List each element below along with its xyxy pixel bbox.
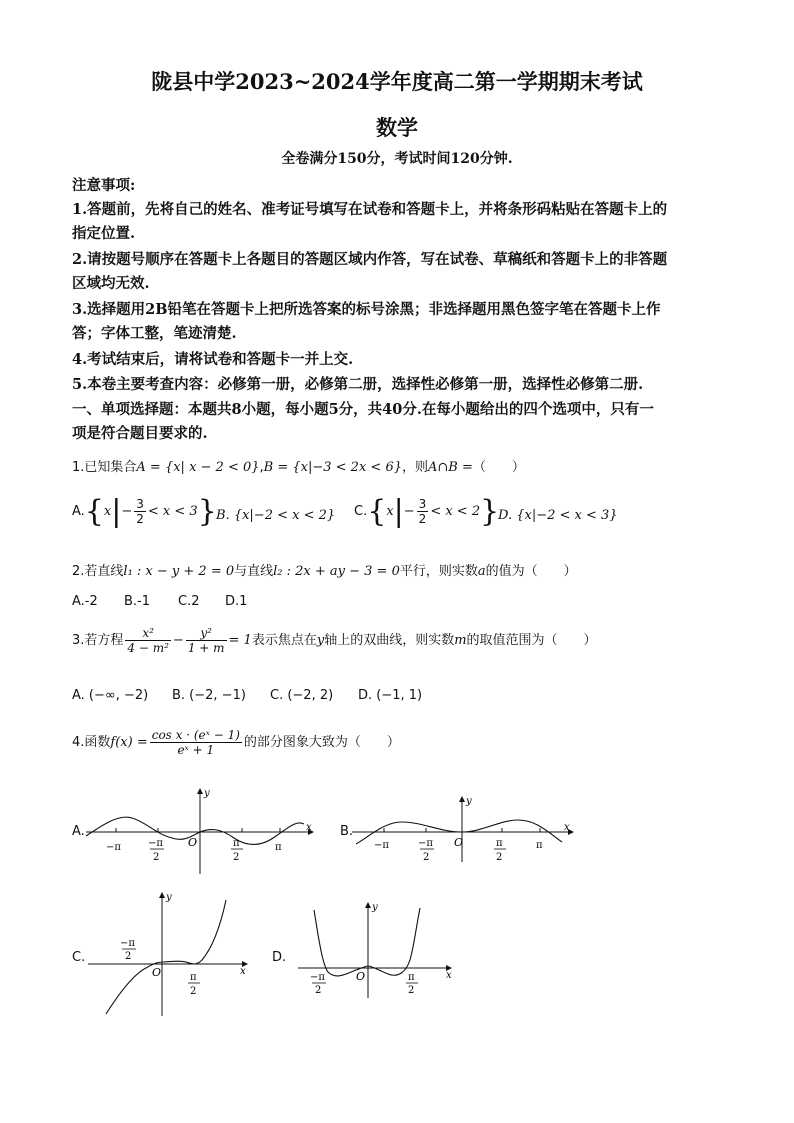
q3-option-a: A. (−∞, −2): [72, 688, 149, 703]
q3-variable: m: [454, 633, 467, 648]
tick-neg-half-pi-den: 2: [125, 951, 132, 962]
q2-line-1: l₁ : x − y + 2 = 0: [123, 564, 235, 579]
tick-half-pi-num: π: [233, 838, 240, 849]
q4-graph-b: [350, 792, 576, 876]
q2-stem-end: 的值为（ ）: [485, 564, 577, 579]
q1-a-var: x: [103, 504, 112, 519]
q1-c-brace-open: {: [367, 494, 387, 529]
q3-stem-pre: 3.若方程: [72, 633, 124, 648]
tick-neg-half-pi-den: 2: [153, 852, 160, 863]
note-1b: 指定位置.: [72, 225, 136, 242]
q4-option-b-label: B.: [340, 824, 354, 839]
function-curve: [314, 908, 420, 976]
function-curve: [106, 900, 226, 1014]
q1-expression: A∩B =: [428, 460, 473, 475]
q3-minus: −: [172, 633, 184, 648]
q3-option-b: B. (−2, −1): [172, 688, 246, 703]
q4-fx: f(x) =: [110, 735, 148, 750]
q2-option-c: C.2: [178, 594, 200, 609]
y-axis-label: y: [466, 796, 472, 807]
question-2-stem: [72, 560, 577, 579]
tick-neg-half-pi-den: 2: [423, 852, 430, 863]
q3-option-c: C. (−2, 2): [270, 688, 334, 703]
x-axis-label: x: [240, 966, 246, 977]
y-axis-label: y: [166, 892, 172, 903]
q4-option-a-label: A.: [72, 824, 85, 839]
origin-label: O: [356, 970, 366, 983]
x-axis-label: x: [446, 970, 452, 981]
y-axis-label: y: [204, 788, 210, 799]
q3-option-d: D. (−1, 1): [358, 688, 423, 703]
q1-c-label: C.: [354, 504, 368, 519]
q4-option-c-label: C.: [72, 950, 86, 965]
q1-option-b: B. {x|−2 < x < 2}: [216, 508, 336, 523]
section-1-line-2: 项是符合题目要求的.: [72, 425, 208, 442]
tick-half-pi-num: π: [408, 972, 415, 983]
tick-pi: π: [275, 842, 282, 853]
note-5: 5.本卷主要考查内容：必修第一册，必修第二册，选择性必修第一册，选择性必修第二册.: [72, 376, 644, 393]
question-1-stem: [72, 456, 525, 475]
q2-stem-post: 平行，则实数: [399, 564, 478, 579]
q1-stem-post: ，则: [402, 460, 429, 475]
tick-neg-half-pi-num: −π: [310, 972, 325, 983]
subject-title: 数学: [376, 115, 418, 140]
q1-c-bar: |: [393, 494, 404, 529]
q3-fraction-2: $\frac{\text{y²}}{1 + m}$: [187, 626, 225, 655]
q3-stem-post: 轴上的双曲线，则实数: [324, 633, 455, 648]
question-4-stem: [72, 728, 400, 757]
q1-separator: ,: [259, 460, 264, 475]
tick-half-pi-den: 2: [190, 986, 197, 997]
x-axis-label: x: [306, 822, 312, 833]
q4-stem-pre: 4.函数: [72, 735, 111, 750]
q3-fraction-1: $\frac{\text{x²}}{\text{4 − m²}}$: [127, 626, 169, 655]
q1-c-brace-close: }: [480, 494, 500, 529]
q2-stem-pre: 2.若直线: [72, 564, 124, 579]
q1-set-a: A = {x| x − 2 < 0}: [136, 460, 260, 475]
q1-answer-paren: （ ）: [472, 460, 525, 475]
q1-a-neg: −: [121, 504, 133, 519]
note-3a: 3.选择题用2B铅笔在答题卡上把所选答案的标号涂黑；非选择题用黑色签字笔在答题卡上作: [72, 301, 661, 318]
q3-axis: y: [316, 633, 325, 648]
exam-title: 陇县中学2023~2024学年度高二第一学期期末考试: [151, 69, 643, 94]
tick-half-pi-den: 2: [408, 985, 415, 996]
q2-line-2: l₂ : 2x + ay − 3 = 0: [273, 564, 400, 579]
tick-neg-pi: −π: [106, 842, 121, 853]
y-axis-arrow: [459, 796, 465, 802]
q2-stem-mid: 与直线: [234, 564, 274, 579]
q1-c-neg: −: [403, 504, 415, 519]
section-1-line-1: 一、单项选择题：本题共8小题，每小题5分，共40分.在每小题给出的四个选项中，只有一: [72, 401, 654, 418]
origin-label: O: [454, 836, 464, 849]
q1-stem-pre: 1.已知集合: [72, 460, 137, 475]
q1-a-rest: < x < 3: [147, 504, 198, 519]
tick-neg-half-pi-num: −π: [418, 838, 433, 849]
q1-a-fraction: $\frac{3}{2}$: [136, 497, 144, 526]
q1-a-bar: |: [111, 494, 122, 529]
notes-heading: 注意事项:: [72, 177, 136, 194]
y-axis-arrow: [197, 788, 203, 794]
q3-equals: = 1: [228, 633, 252, 648]
q2-variable: a: [477, 564, 486, 579]
note-2b: 区域均无效.: [72, 275, 150, 292]
q1-c-var: x: [386, 504, 394, 519]
tick-half-pi-num: π: [190, 972, 197, 983]
y-axis-arrow: [365, 902, 371, 908]
q3-stem-mid: 表示焦点在: [251, 633, 317, 648]
q1-a-brace-open: {: [84, 494, 104, 529]
tick-neg-half-pi-num: −π: [120, 938, 135, 949]
y-axis-label: y: [372, 902, 378, 913]
q1-set-b: B = {x|−3 < 2x < 6}: [263, 460, 402, 475]
origin-label: O: [188, 836, 198, 849]
exam-info: 全卷满分150分，考试时间120分钟.: [281, 151, 513, 167]
q4-graph-c: [86, 888, 252, 1020]
tick-neg-pi: −π: [374, 840, 389, 851]
tick-neg-half-pi-den: 2: [315, 985, 322, 996]
q1-c-rest: < x < 2: [430, 504, 481, 519]
q1-option-a: [72, 494, 217, 529]
q4-fraction: $\frac{\text{cos x · (eˣ − 1)}}{\text{eˣ + 1}}$: [151, 728, 240, 757]
q4-graph-d: [296, 898, 456, 1002]
tick-half-pi-den: 2: [496, 852, 503, 863]
tick-half-pi-den: 2: [233, 852, 240, 863]
q2-option-a: A.-2: [72, 594, 98, 609]
q2-option-b: B.-1: [124, 594, 151, 609]
q4-graph-a: [84, 784, 316, 876]
q1-option-d: D. {x|−2 < x < 3}: [498, 508, 618, 523]
q4-option-d-label: D.: [272, 950, 287, 965]
origin-label: O: [152, 966, 162, 979]
tick-half-pi-num: π: [496, 838, 503, 849]
q1-a-brace-close: }: [197, 494, 217, 529]
note-4: 4.考试结束后，请将试卷和答题卡一并上交.: [72, 351, 354, 368]
q3-stem-end: 的取值范围为（ ）: [466, 633, 597, 648]
question-3-stem: [72, 626, 597, 655]
note-1a: 1.答题前，先将自己的姓名、准考证号填写在试卷和答题卡上，并将条形码粘贴在答题卡上的: [72, 201, 668, 218]
y-axis-arrow: [159, 892, 165, 898]
tick-pi: π: [536, 840, 543, 851]
q1-option-c: [354, 494, 499, 529]
note-2a: 2.请按题号顺序在答题卡上各题目的答题区域内作答，写在试卷、草稿纸和答题卡上的非答题: [72, 251, 668, 268]
q4-stem-end: 的部分图象大致为（ ）: [243, 735, 400, 750]
q1-c-fraction: $\frac{3}{2}$: [418, 497, 427, 526]
x-axis-label: x: [564, 822, 570, 833]
q2-option-d: D.1: [225, 594, 248, 609]
note-3b: 答；字体工整，笔迹清楚.: [72, 325, 237, 342]
tick-neg-half-pi-num: −π: [148, 838, 163, 849]
q1-a-label: A.: [72, 504, 85, 519]
